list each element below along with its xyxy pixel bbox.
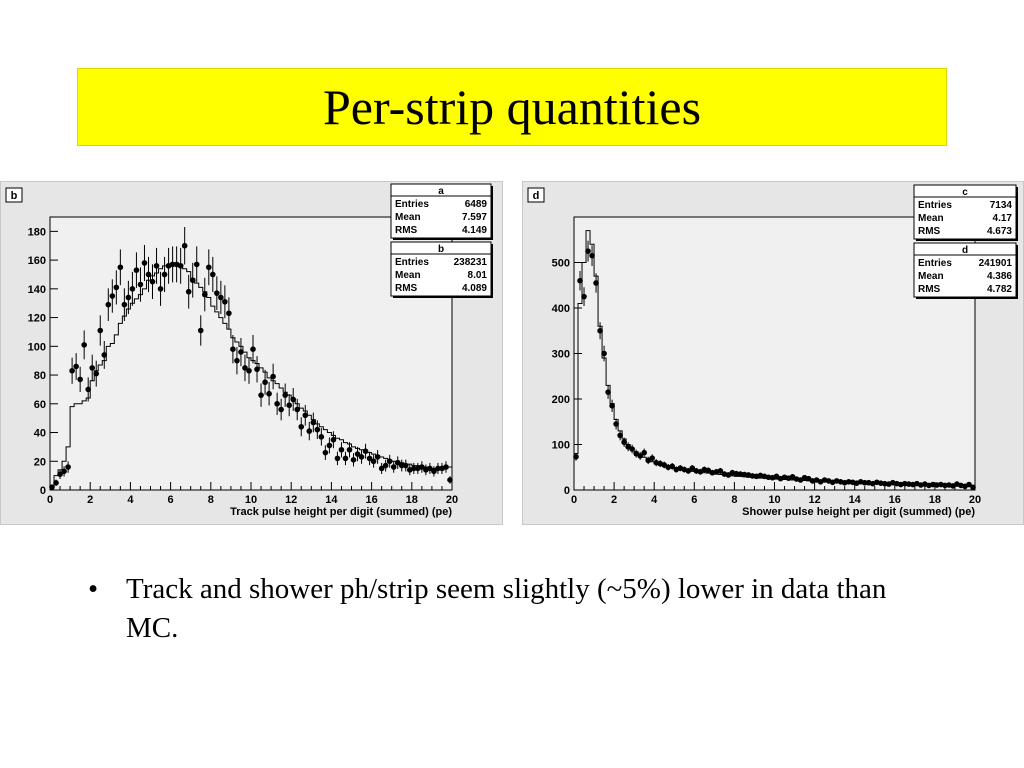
- track-data-point: [134, 267, 140, 273]
- shower-data-point: [573, 454, 579, 460]
- track-data-point: [258, 392, 264, 398]
- track-data-point: [359, 454, 365, 460]
- shower-stat-row-value: 4.17: [992, 213, 1012, 224]
- shower-stat-row-value: 241901: [978, 258, 1012, 269]
- bullet-text: Track and shower ph/strip seem slightly (~5%) lower in data than MC.: [126, 573, 887, 644]
- shower-data-point: [617, 433, 623, 439]
- shower-stat-row-value: 7134: [989, 200, 1012, 211]
- track-data-point: [327, 443, 333, 449]
- slide-title: Per-strip quantities: [322, 79, 702, 135]
- track-data-point: [254, 367, 260, 373]
- track-data-point: [81, 342, 87, 348]
- track-data-point: [218, 295, 224, 301]
- track-data-point: [89, 365, 95, 371]
- track-data-point: [122, 302, 128, 308]
- track-data-point: [214, 290, 220, 296]
- track-x-tick-label: 16: [365, 494, 378, 506]
- track-data-point: [363, 448, 369, 454]
- track-data-point: [226, 310, 232, 316]
- shower-stat-row-label: Mean: [918, 213, 944, 224]
- track-data-point: [347, 447, 353, 453]
- shower-stat-row-value: 4.673: [986, 226, 1012, 237]
- track-data-point: [270, 374, 276, 380]
- shower-x-tick-label: 12: [808, 494, 821, 506]
- track-data-point: [315, 427, 321, 433]
- track-data-point: [105, 302, 111, 308]
- track-data-point: [371, 458, 377, 464]
- track-data-point: [391, 464, 397, 470]
- track-data-point: [262, 379, 268, 385]
- shower-x-tick-label: 10: [768, 494, 781, 506]
- shower-stat-box-title: d: [961, 245, 969, 256]
- track-data-point: [298, 424, 304, 430]
- track-y-tick-label: 40: [33, 427, 46, 440]
- track-stat-row-label: RMS: [395, 225, 418, 236]
- track-data-point: [65, 464, 71, 470]
- track-data-point: [186, 289, 192, 295]
- shower-stat-row-label: RMS: [918, 226, 941, 237]
- shower-stat-row-value: 4.782: [986, 284, 1012, 295]
- track-data-point: [73, 364, 79, 370]
- shower-y-tick-label: 300: [551, 348, 570, 361]
- track-data-point: [182, 243, 188, 249]
- track-data-point: [178, 263, 184, 269]
- track-data-point: [230, 346, 236, 352]
- track-data-point: [343, 456, 349, 462]
- shower-y-tick-label: 0: [563, 485, 570, 497]
- shower-data-point: [593, 280, 599, 286]
- shower-data-point: [577, 278, 583, 284]
- track-data-point: [77, 377, 83, 383]
- track-data-point: [335, 456, 341, 462]
- track-chart-svg: [1, 182, 502, 524]
- track-data-point: [154, 263, 160, 269]
- track-data-point: [114, 285, 120, 291]
- shower-data-point: [649, 455, 655, 461]
- track-data-point: [53, 480, 59, 486]
- shower-stat-row-label: Entries: [918, 258, 952, 269]
- track-data-point: [150, 279, 156, 285]
- track-data-point: [142, 260, 148, 266]
- shower-x-tick-label: 16: [888, 494, 901, 506]
- track-data-point: [210, 272, 216, 278]
- shower-data-point: [609, 403, 615, 409]
- track-data-point: [162, 272, 168, 278]
- shower-y-tick-label: 200: [551, 394, 570, 406]
- track-data-point: [238, 349, 244, 355]
- shower-data-point: [629, 446, 635, 452]
- track-data-point: [61, 469, 67, 475]
- track-data-point: [138, 282, 144, 288]
- track-y-tick-label: 120: [27, 312, 46, 325]
- track-stat-box-title: a: [438, 186, 444, 197]
- track-data-point: [202, 292, 208, 298]
- track-data-point: [387, 458, 393, 464]
- track-data-point: [126, 295, 132, 301]
- track-x-tick-label: 12: [285, 494, 298, 506]
- track-data-point: [190, 277, 196, 283]
- track-data-point: [278, 407, 284, 413]
- track-data-point: [443, 464, 449, 470]
- track-data-point: [282, 392, 288, 398]
- track-stat-row-value: 6489: [464, 199, 487, 210]
- shower-pulse-height-chart: [522, 181, 1024, 525]
- shower-x-tick-label: 2: [611, 494, 618, 506]
- track-stat-row-value: 7.597: [461, 212, 487, 223]
- shower-stat-row-label: Mean: [918, 271, 944, 282]
- track-stat-row-label: Mean: [395, 270, 421, 281]
- track-data-point: [274, 401, 280, 407]
- track-data-point: [302, 412, 308, 418]
- track-data-point: [286, 402, 292, 408]
- track-data-point: [319, 434, 325, 440]
- track-pulse-height-chart: [0, 181, 503, 525]
- shower-x-tick-label: 14: [848, 494, 861, 506]
- shower-data-point: [585, 248, 591, 254]
- track-stat-row-value: 8.01: [467, 270, 487, 281]
- shower-data-point: [589, 253, 595, 259]
- track-pad-label: b: [10, 190, 18, 202]
- track-data-point: [93, 371, 99, 377]
- track-stat-row-label: Entries: [395, 257, 429, 268]
- shower-data-point: [621, 439, 627, 445]
- track-y-tick-label: 60: [33, 398, 46, 411]
- track-data-point: [198, 328, 204, 334]
- track-data-point: [294, 407, 300, 413]
- track-data-point: [118, 264, 124, 270]
- track-x-tick-label: 6: [167, 494, 174, 506]
- track-data-point: [383, 463, 389, 469]
- track-x-tick-label: 0: [46, 494, 54, 506]
- track-data-point: [447, 477, 453, 483]
- shower-x-tick-label: 18: [928, 494, 942, 506]
- track-x-tick-label: 18: [405, 494, 418, 506]
- shower-y-tick-label: 500: [551, 257, 570, 270]
- track-data-point: [101, 352, 107, 358]
- bullet-dot: •: [88, 573, 99, 605]
- track-data-point: [158, 286, 164, 292]
- shower-x-tick-label: 0: [570, 494, 578, 506]
- shower-data-point: [581, 294, 587, 300]
- shower-data-point: [641, 450, 647, 456]
- track-data-point: [250, 346, 256, 352]
- track-data-point: [206, 264, 212, 270]
- shower-pad-label: d: [532, 190, 540, 202]
- shower-x-tick-label: 20: [968, 494, 982, 506]
- track-data-point: [339, 447, 345, 453]
- track-data-point: [403, 463, 409, 469]
- track-y-tick-label: 140: [27, 283, 46, 296]
- shower-chart-svg: [523, 182, 1023, 524]
- shower-data-point: [597, 328, 603, 334]
- track-y-tick-label: 80: [33, 370, 46, 383]
- shower-stat-row-label: Entries: [918, 200, 952, 211]
- track-y-tick-label: 20: [33, 456, 46, 469]
- track-data-point: [323, 450, 329, 456]
- track-data-point: [246, 368, 252, 374]
- track-data-point: [49, 484, 55, 490]
- track-x-tick-label: 8: [207, 494, 214, 506]
- track-data-point: [306, 428, 312, 434]
- track-data-point: [146, 272, 152, 278]
- shower-y-tick-label: 400: [551, 303, 570, 315]
- track-stat-row-value: 4.089: [461, 283, 487, 294]
- shower-x-tick-label: 4: [651, 494, 658, 506]
- track-data-point: [69, 368, 75, 374]
- shower-y-tick-label: 100: [551, 439, 570, 452]
- track-data-point: [194, 262, 200, 268]
- track-x-tick-label: 10: [244, 494, 258, 506]
- track-data-point: [234, 358, 240, 364]
- track-x-tick-label: 4: [127, 494, 134, 506]
- track-x-tick-label: 20: [445, 494, 459, 506]
- shower-data-point: [970, 484, 976, 490]
- track-stat-row-label: Mean: [395, 212, 421, 223]
- shower-stat-row-label: RMS: [918, 284, 941, 295]
- track-data-point: [311, 420, 317, 426]
- track-y-tick-label: 180: [27, 226, 46, 239]
- shower-x-tick-label: 8: [731, 494, 738, 506]
- track-data-point: [110, 293, 116, 299]
- track-x-axis-label: Track pulse height per digit (summed) (pe): [230, 506, 452, 518]
- shower-stat-row-value: 4.386: [986, 271, 1012, 282]
- shower-data-point: [601, 351, 607, 357]
- track-stat-box-title: b: [437, 244, 445, 255]
- track-y-tick-label: 160: [27, 255, 46, 268]
- track-data-point: [130, 286, 136, 292]
- shower-data-point: [605, 389, 611, 395]
- track-y-tick-label: 100: [27, 341, 46, 354]
- shower-x-tick-label: 6: [691, 494, 698, 506]
- track-stat-row-value: 4.149: [461, 225, 487, 236]
- title-banner: [77, 68, 947, 146]
- track-stat-row-value: 238231: [453, 257, 487, 268]
- track-data-point: [290, 397, 296, 403]
- track-x-tick-label: 2: [87, 494, 94, 506]
- track-x-tick-label: 14: [325, 494, 338, 506]
- track-data-point: [97, 328, 103, 334]
- shower-x-axis-label: Shower pulse height per digit (summed) (pe): [742, 506, 975, 518]
- shower-stat-box-title: c: [962, 187, 968, 198]
- track-stat-row-label: Entries: [395, 199, 429, 210]
- track-data-point: [375, 454, 381, 460]
- track-data-point: [266, 391, 272, 397]
- track-data-point: [85, 387, 91, 393]
- track-data-point: [351, 457, 357, 463]
- track-y-tick-label: 0: [39, 485, 46, 497]
- shower-data-point: [613, 421, 619, 427]
- track-data-point: [222, 299, 228, 305]
- track-data-point: [331, 437, 337, 443]
- track-stat-row-label: RMS: [395, 283, 418, 294]
